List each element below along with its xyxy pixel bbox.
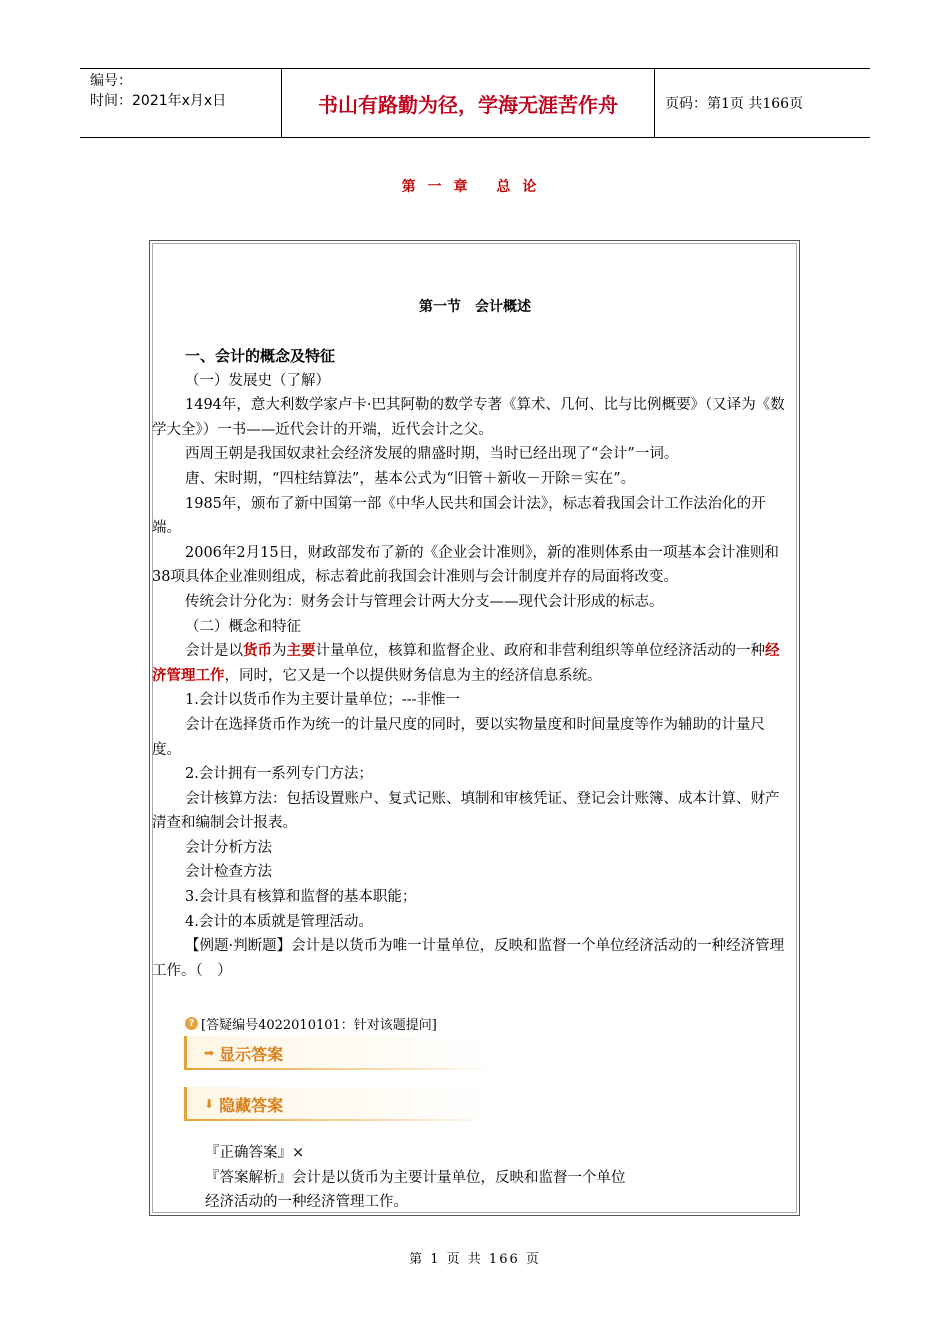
definition-text: 会计是以 <box>185 643 243 660</box>
paragraph-1985: 1985年，颁布了新中国第一部《中华人民共和国会计法》，标志着我国会计工作法治化的开端。 <box>152 495 766 537</box>
feature-3: 3.会计具有核算和监督的基本职能； <box>185 889 417 906</box>
section-title: 第一节 会计概述 <box>419 299 531 315</box>
correct-answer: 『正确答案』× <box>205 1145 305 1161</box>
feature-1: 1.会计以货币作为主要计量单位；---非惟一 <box>185 692 461 709</box>
definition-text: 计量单位，核算和监督企业、政府和非营利组织等单位经济活动的一种 <box>315 643 765 660</box>
definition-text: ，同时，它又是一个以提供财务信息为主的经济信息系统。 <box>224 667 602 684</box>
arrow-down-icon: ⬇ <box>204 1097 215 1111</box>
number-label: 编号： <box>90 73 132 89</box>
subheading-concept: （二）概念和特征 <box>185 618 301 635</box>
answer-analysis-line-2: 经济活动的一种经济管理工作。 <box>205 1194 408 1211</box>
highlight-currency: 货币 <box>243 642 272 660</box>
definition-paragraph <box>152 639 792 688</box>
answer-block <box>205 1141 626 1215</box>
show-answer-label: 显示答案 <box>219 1044 284 1064</box>
paragraph-modern: 传统会计分化为：财务会计与管理会计两大分支——现代会计形成的标志。 <box>185 593 664 610</box>
subheading-history: （一）发展史（了解） <box>185 372 330 389</box>
hide-answer-label: 隐藏答案 <box>219 1095 284 1115</box>
feature-2-desc: 会计核算方法：包括设置账户、复式记账、填制和审核凭证、登记会计账簿、成本计算、财产清查和编制会计报表。 <box>152 790 780 832</box>
highlight-main: 主要 <box>286 642 316 660</box>
qa-link[interactable] <box>185 1014 437 1033</box>
time-label: 时间：2021年x月x日 <box>90 93 227 109</box>
paragraph-2006: 2006年2月15日，财政部发布了新的《企业会计准则》，新的准则体系由一项基本会计准则和38项具体企业准则组成，标志着此前我国会计准则与会计制度并存的局面将改变。 <box>152 544 779 586</box>
show-answer-button[interactable] <box>184 1036 494 1070</box>
header-left-cell <box>80 69 282 137</box>
question-icon: ? <box>185 1017 198 1030</box>
feature-1-desc: 会计在选择货币作为统一的计量尺度的同时，要以实物量度和时间量度等作为辅助的计量尺度。 <box>152 716 765 758</box>
paragraph-zhou: 西周王朝是我国奴隶社会经济发展的鼎盛时期，当时已经出现了“会计”一词。 <box>185 446 679 463</box>
main-content <box>152 344 792 983</box>
example-question: 【例题·判断题】会计是以货币为唯一计量单位，反映和监督一个单位经济活动的一种经济管理工作。（ ） <box>152 938 785 979</box>
feature-4: 4.会计的本质就是管理活动。 <box>185 913 373 930</box>
feature-2-method-analysis: 会计分析方法 <box>185 839 272 856</box>
header-page-info: 页码：第1页 共166页 <box>665 96 804 112</box>
qa-link-text[interactable]: [答疑编号4022010101：针对该题提问] <box>201 1018 437 1033</box>
feature-2-method-check: 会计检查方法 <box>185 864 272 881</box>
arrow-right-icon: ➡ <box>204 1046 215 1060</box>
header-motto: 书山有路勤为径，学海无涯苦作舟 <box>282 69 655 137</box>
paragraph-1494: 1494年，意大利数学家卢卡·巴其阿勒的数学专著《算术、几何、比与比例概要》（又译为《数学大全》）一书——近代会计的开端，近代会计之父。 <box>152 397 785 438</box>
heading-concept: 一、会计的概念及特征 <box>185 347 336 365</box>
feature-2: 2.会计拥有一系列专门方法； <box>185 766 373 783</box>
page-header <box>80 68 870 138</box>
chapter-title: 第一章 总论 <box>401 179 549 195</box>
definition-text: 为 <box>272 643 287 660</box>
paragraph-tang-song: 唐、宋时期，“四柱结算法”，基本公式为“旧管＋新收－开除＝实在”。 <box>185 470 636 487</box>
highlight-management: 经济管理工作 <box>152 642 780 684</box>
hide-answer-button[interactable] <box>184 1087 494 1121</box>
page-footer: 第 1 页 共 166 页 <box>409 1252 541 1267</box>
answer-analysis-line-1: 『答案解析』会计是以货币为主要计量单位，反映和监督一个单位 <box>205 1169 626 1186</box>
